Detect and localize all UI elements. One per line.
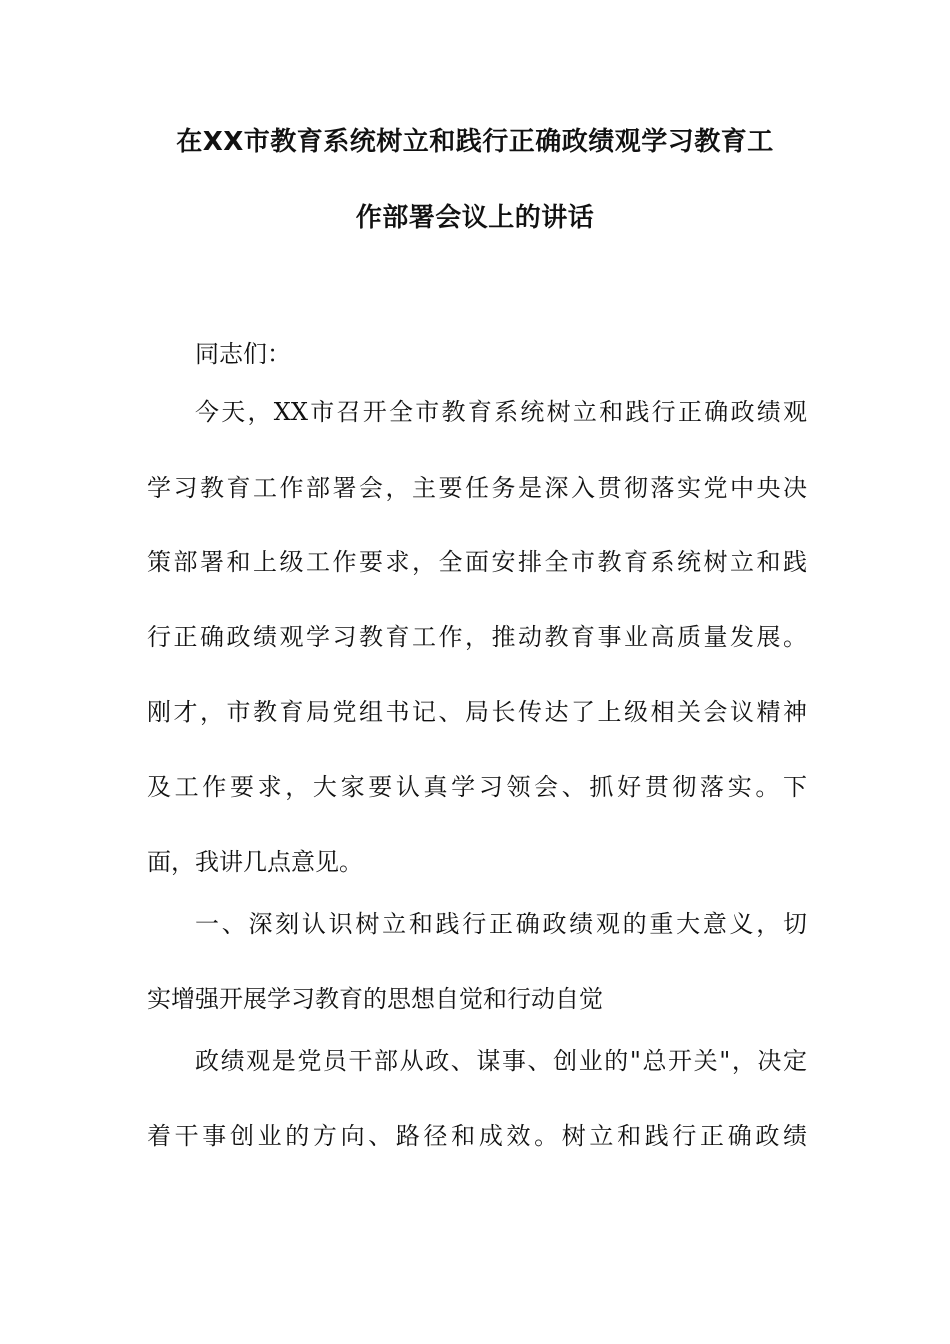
paragraph-line: 面，我讲几点意见。	[147, 848, 363, 876]
document-title-line-1: 在XX市教育系统树立和践行正确政绩观学习教育工	[176, 127, 774, 157]
paragraph-line: 及工作要求，大家要认真学习领会、抓好贯彻落实。下	[147, 773, 807, 801]
paragraph-line: 刚才，市教育局党组书记、局长传达了上级相关会议精神	[147, 698, 807, 726]
paragraph-line: 行正确政绩观学习教育工作，推动教育事业高质量发展。	[147, 623, 807, 651]
paragraph-line: 学习教育工作部署会，主要任务是深入贯彻落实党中央决	[147, 474, 807, 502]
document-title-line-2: 作部署会议上的讲话	[355, 203, 595, 233]
paragraph-line: 策部署和上级工作要求，全面安排全市教育系统树立和践	[147, 548, 807, 576]
paragraph-line: 着干事创业的方向、路径和成效。树立和践行正确政绩	[147, 1122, 807, 1150]
salutation: 同志们：	[195, 340, 291, 368]
paragraph-line: 今天，XX市召开全市教育系统树立和践行正确政绩观	[195, 398, 807, 426]
section-heading-line: 实增强开展学习教育的思想自觉和行动自觉	[147, 985, 603, 1013]
paragraph-line: 政绩观是党员干部从政、谋事、创业的"总开关"，决定	[195, 1047, 807, 1075]
section-heading-line: 一、深刻认识树立和践行正确政绩观的重大意义，切	[195, 910, 807, 938]
